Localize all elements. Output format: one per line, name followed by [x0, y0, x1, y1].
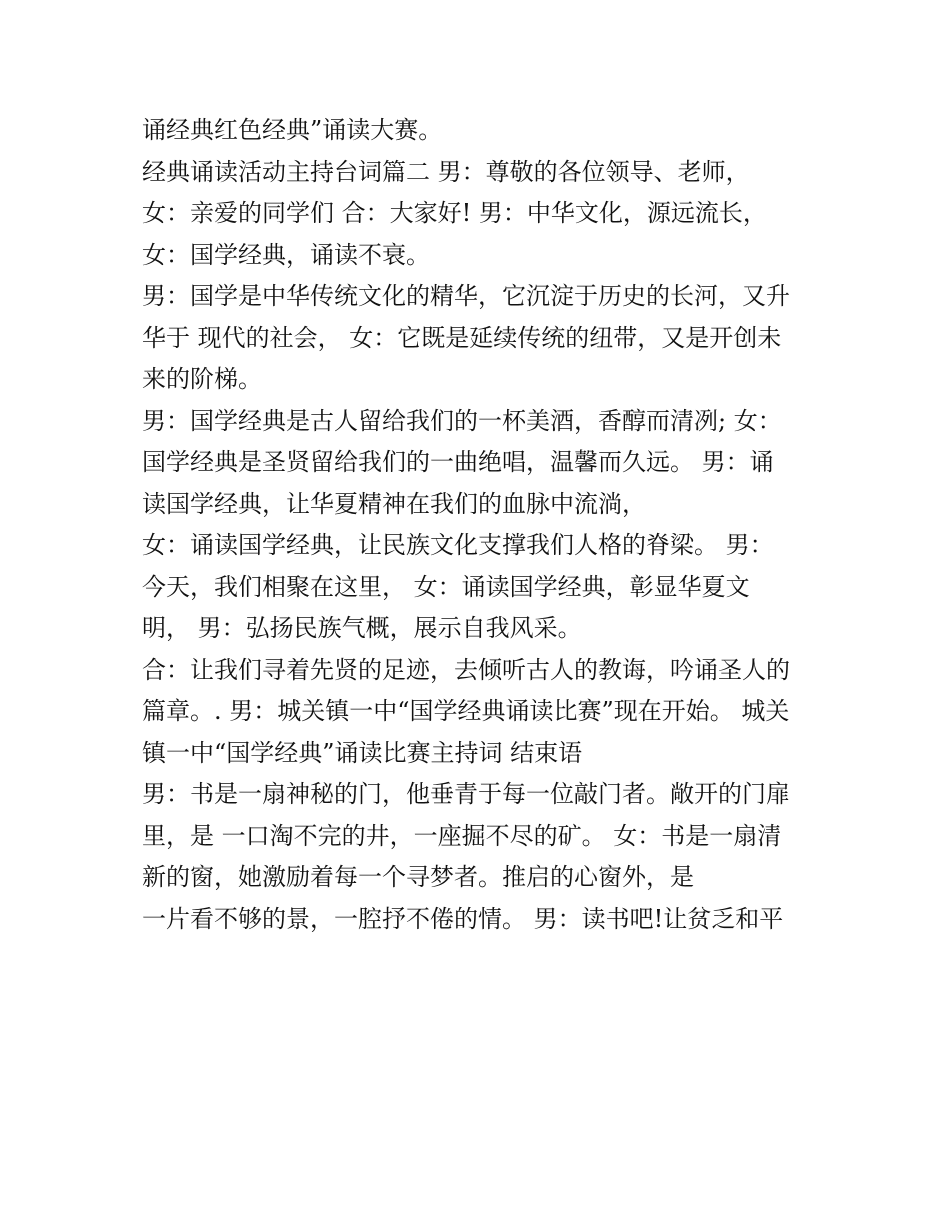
text-line: 读国学经典，让华夏精神在我们的血脉中流淌， [142, 489, 646, 518]
text-line: 来的阶梯。 [142, 365, 262, 393]
text-line: 一片看不够的景，一腔抒不倦的情。 男：读书吧!让贫乏和平 [142, 904, 784, 933]
text-line: 华于 现代的社会， 女：它既是延续传统的纽带，又是开创未 [142, 323, 782, 352]
document-body [142, 110, 822, 940]
text-line: 男：书是一扇神秘的门，他垂青于每一位敲门者。敞开的门扉 [142, 780, 790, 808]
text-line: 明， 男：弘扬民族气概，展示自我风采。 [142, 614, 582, 642]
text-line: 新的窗，她激励着每一个寻梦者。推启的心窗外，是 [142, 863, 694, 891]
text-line: 篇章。. 男：城关镇一中“国学经典诵读比赛”现在开始。 城关 [142, 697, 790, 725]
text-line: 镇一中“国学经典”诵读比赛主持词 结束语 [142, 738, 583, 767]
text-line: 男：国学是中华传统文化的精华，它沉淀于历史的长河，又升 [142, 282, 790, 310]
text-line: 女：国学经典，诵读不衰。 [142, 240, 430, 269]
text-line: 今天，我们相聚在这里， 女：诵读国学经典，彰显华夏文 [142, 572, 750, 601]
text-line: 诵经典红色经典”诵读大赛。 [142, 116, 443, 144]
text-line: 经典诵读活动主持台词篇二 男：尊敬的各位领导、老师， [142, 157, 750, 186]
text-line: 女：诵读国学经典，让民族文化支撑我们人格的脊梁。 男： [142, 531, 774, 559]
text-line: 合：让我们寻着先贤的足迹，去倾听古人的教诲，吟诵圣人的 [142, 655, 790, 684]
text-line: 里，是 一口淘不完的井，一座掘不尽的矿。 女：书是一扇清 [142, 821, 782, 850]
text-line: 国学经典是圣贤留给我们的一曲绝唱，温馨而久远。 男：诵 [142, 448, 774, 476]
text-line: 男：国学经典是古人留给我们的一杯美酒，香醇而清冽; 女： [142, 406, 782, 435]
text-line: 女：亲爱的同学们 合：大家好! 男：中华文化，源远流长， [142, 199, 767, 227]
